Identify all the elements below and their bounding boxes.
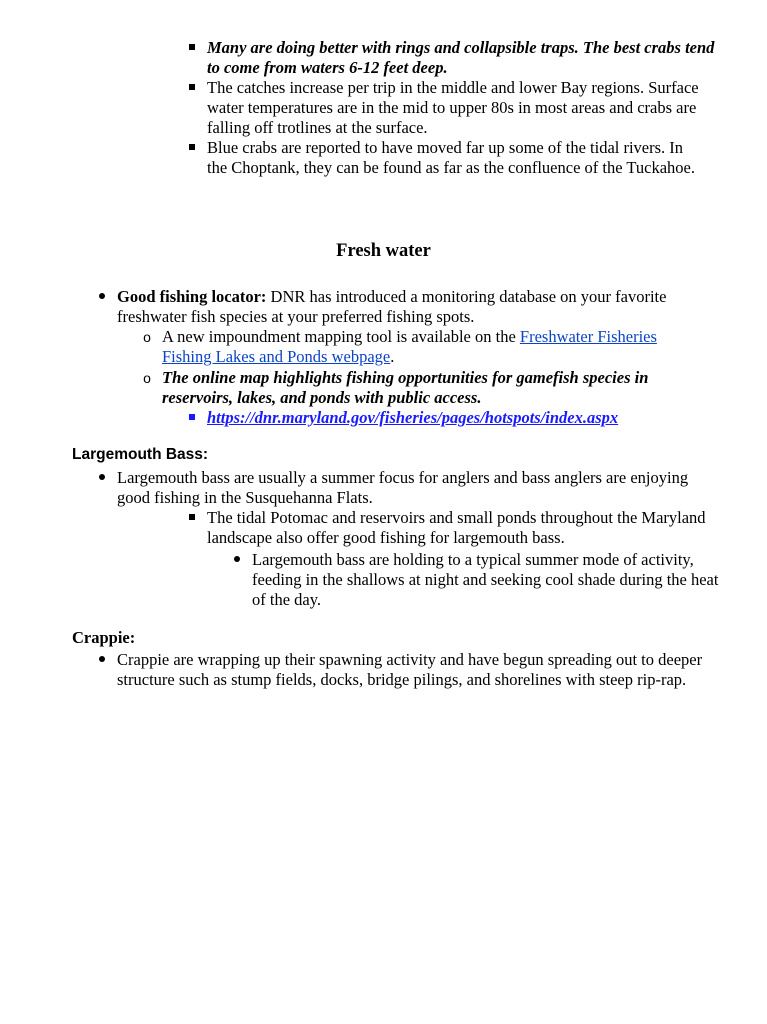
list-item — [252, 550, 722, 611]
square-bullet-icon — [185, 408, 199, 428]
largemouth-summer-focus: Largemouth bass are usually a summer focus for anglers and bass anglers are enjoying good fishing in the Susquehanna Flats. — [117, 468, 689, 508]
list-item — [207, 38, 717, 78]
list-item — [143, 327, 707, 367]
crab-note-traps: Many are doing better with rings and collapsible traps. The best crabs tend to come from waters 6-12 feet deep. — [207, 38, 715, 78]
round-bullet-icon — [95, 468, 109, 488]
crappie-spawning: Crappie are wrapping up their spawning activity and have begun spreading out to deeper structure such as stump fields, docks, bridge pilings, and shorelines with steep rip-rap. — [117, 650, 703, 690]
crab-note-rivers: Blue crabs are reported to have moved far up some of the tidal rivers. In the Choptank, they can be found as far as the confluence of the Tuckahoe. — [207, 138, 695, 178]
largemouth-potomac: The tidal Potomac and reservoirs and small ponds throughout the Maryland landscape also offer good fishing for largemouth bass. — [207, 508, 706, 548]
list-item — [207, 408, 727, 428]
list-item — [207, 138, 705, 178]
round-bullet-icon — [230, 550, 244, 570]
hotspots-url-link[interactable]: https://dnr.maryland.gov/fisheries/pages/hotspots/index.aspx — [207, 408, 619, 427]
hollow-circle-bullet-icon: o — [143, 370, 151, 386]
list-item — [117, 468, 707, 508]
heading-crappie: Crappie: — [72, 628, 136, 647]
locator-text: DNR has introduced a monitoring database on your favorite freshwater fish species at your preferred fishing spots. — [117, 287, 667, 327]
largemouth-summer-mode: Largemouth bass are holding to a typical summer mode of activity, feeding in the shallows at night and seeking cool shade during the heat of the day. — [252, 550, 719, 610]
square-bullet-icon — [185, 138, 199, 158]
mapping-tool-paragraph — [162, 327, 707, 367]
list-item — [207, 508, 707, 548]
list-item — [207, 78, 699, 139]
crab-note-catches: The catches increase per trip in the middle and lower Bay regions. Surface water temperatures are in the mid to upper 80s in most areas and crabs are falling off trotlines at the surface. — [207, 78, 699, 138]
fisheries-lakes-ponds-link[interactable]: Freshwater Fisheries Fishing Lakes and Ponds webpage — [162, 327, 657, 367]
locator-label: Good fishing locator: — [117, 287, 267, 306]
section-title-fresh-water: Fresh water — [336, 241, 431, 261]
mapping-tool-text: A new impoundment mapping tool is available on the — [162, 327, 520, 346]
hollow-circle-bullet-icon: o — [143, 329, 151, 345]
round-bullet-icon — [95, 287, 109, 307]
list-item — [117, 287, 717, 327]
square-bullet-icon — [185, 508, 199, 528]
round-bullet-icon — [95, 650, 109, 670]
square-bullet-icon — [185, 38, 199, 58]
list-item — [143, 368, 702, 408]
list-item — [117, 650, 707, 690]
square-bullet-icon — [185, 78, 199, 98]
heading-largemouth-bass: Largemouth Bass: — [72, 446, 209, 463]
locator-paragraph — [117, 287, 717, 327]
mapping-tool-period: . — [390, 347, 395, 367]
online-map-note: The online map highlights fishing opportunities for gamefish species in reservoirs, lakes, and ponds with public access. — [162, 368, 649, 408]
